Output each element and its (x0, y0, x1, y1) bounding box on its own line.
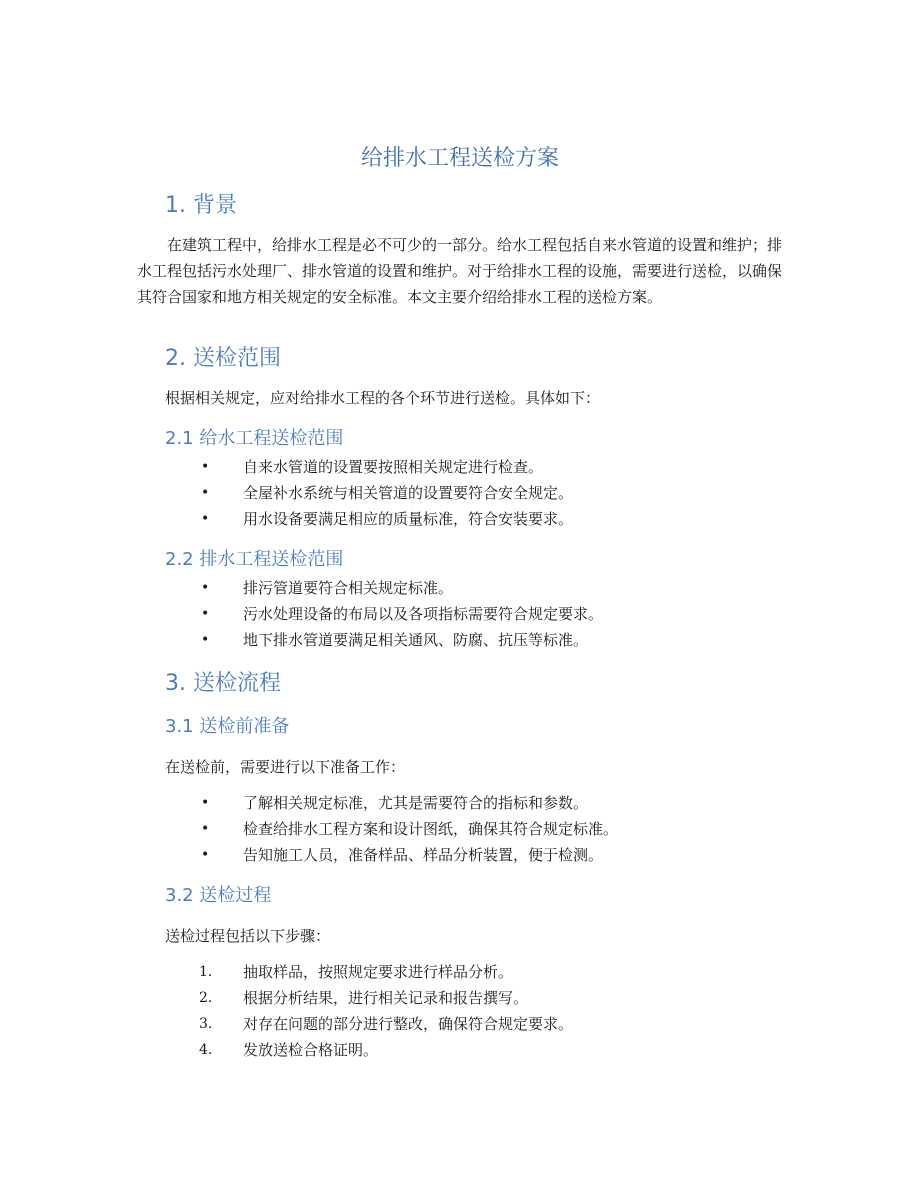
bullet-marker: • (201, 795, 210, 811)
list-item (165, 480, 785, 506)
list-item-text: 地下排水管道要满足相关通风、防腐、抗压等标准。 (243, 631, 589, 649)
list-item-text: 自来水管道的设置要按照相关规定进行检查。 (243, 458, 544, 476)
list-item-text: 污水处理设备的布局以及各项指标需要符合规定要求。 (243, 605, 604, 623)
step-number: 3. (199, 1016, 213, 1032)
bullet-marker: • (201, 821, 210, 837)
step-number: 1. (199, 964, 213, 980)
list-item-text: 用水设备要满足相应的质量标准，符合安装要求。 (243, 510, 574, 528)
section-2-1-heading: 2.1 给水工程送检范围 (165, 428, 344, 449)
section-3-heading: 3. 送检流程 (165, 671, 281, 696)
section-1-heading: 1. 背景 (165, 193, 237, 218)
numbered-step (165, 1011, 785, 1037)
bullet-marker: • (201, 580, 210, 596)
list-item (165, 575, 785, 601)
list-item (165, 842, 785, 868)
list-item (165, 506, 785, 532)
list-item-text: 检查给排水工程方案和设计图纸，确保其符合规定标准。 (243, 820, 619, 838)
section-2-heading: 2. 送检范围 (165, 346, 281, 371)
step-number: 4. (199, 1042, 213, 1058)
section-3-2-heading: 3.2 送检过程 (165, 885, 272, 906)
step-text: 对存在问题的部分进行整改，确保符合规定要求。 (243, 1015, 574, 1033)
bullet-marker: • (201, 511, 210, 527)
list-item (165, 790, 785, 816)
bullet-marker: • (201, 459, 210, 475)
section-3-1-heading: 3.1 送检前准备 (165, 716, 290, 737)
list-item (165, 816, 785, 842)
step-text: 抽取样品，按照规定要求进行样品分析。 (243, 963, 514, 981)
numbered-step (165, 985, 785, 1011)
document-title: 给排水工程送检方案 (360, 146, 559, 171)
section-3-1-intro: 在送检前，需要进行以下准备工作： (165, 758, 406, 776)
list-item (165, 454, 785, 480)
numbered-step (165, 959, 785, 985)
step-text: 根据分析结果，进行相关记录和报告撰写。 (243, 989, 529, 1007)
bullet-marker: • (201, 847, 210, 863)
list-item-text: 排污管道要符合相关规定标准。 (243, 579, 454, 597)
list-item (165, 601, 785, 627)
step-number: 2. (199, 990, 213, 1006)
list-item-text: 全屋补水系统与相关管道的设置要符合安全规定。 (243, 484, 574, 502)
section-3-2-intro: 送检过程包括以下步骤： (165, 927, 331, 945)
bullet-marker: • (201, 606, 210, 622)
list-item (165, 627, 785, 653)
bullet-marker: • (201, 632, 210, 648)
section-3-1-list (165, 790, 785, 868)
numbered-step (165, 1037, 785, 1063)
list-item-text: 了解相关规定标准，尤其是需要符合的指标和参数。 (243, 794, 589, 812)
section-2-1-list (165, 454, 785, 532)
section-2-intro: 根据相关规定，应对给排水工程的各个环节进行送检。具体如下： (165, 389, 601, 407)
section-2-2-list (165, 575, 785, 653)
list-item-text: 告知施工人员，准备样品、样品分析装置，便于检测。 (243, 846, 604, 864)
bullet-marker: • (201, 485, 210, 501)
section-1-paragraph: 在建筑工程中，给排水工程是必不可少的一部分。给水工程包括自来水管道的设置和维护；排水工程包括污水处理厂、排水管道的设置和维护。对于给排水工程的设施，需要进行送检，以确保其符合国家和地方相关规定的安全标准。本文主要介绍给排水工程的送检方案。 (137, 236, 783, 306)
section-3-2-steps (165, 959, 785, 1063)
step-text: 发放送检合格证明。 (243, 1041, 379, 1059)
section-2-2-heading: 2.2 排水工程送检范围 (165, 549, 344, 570)
